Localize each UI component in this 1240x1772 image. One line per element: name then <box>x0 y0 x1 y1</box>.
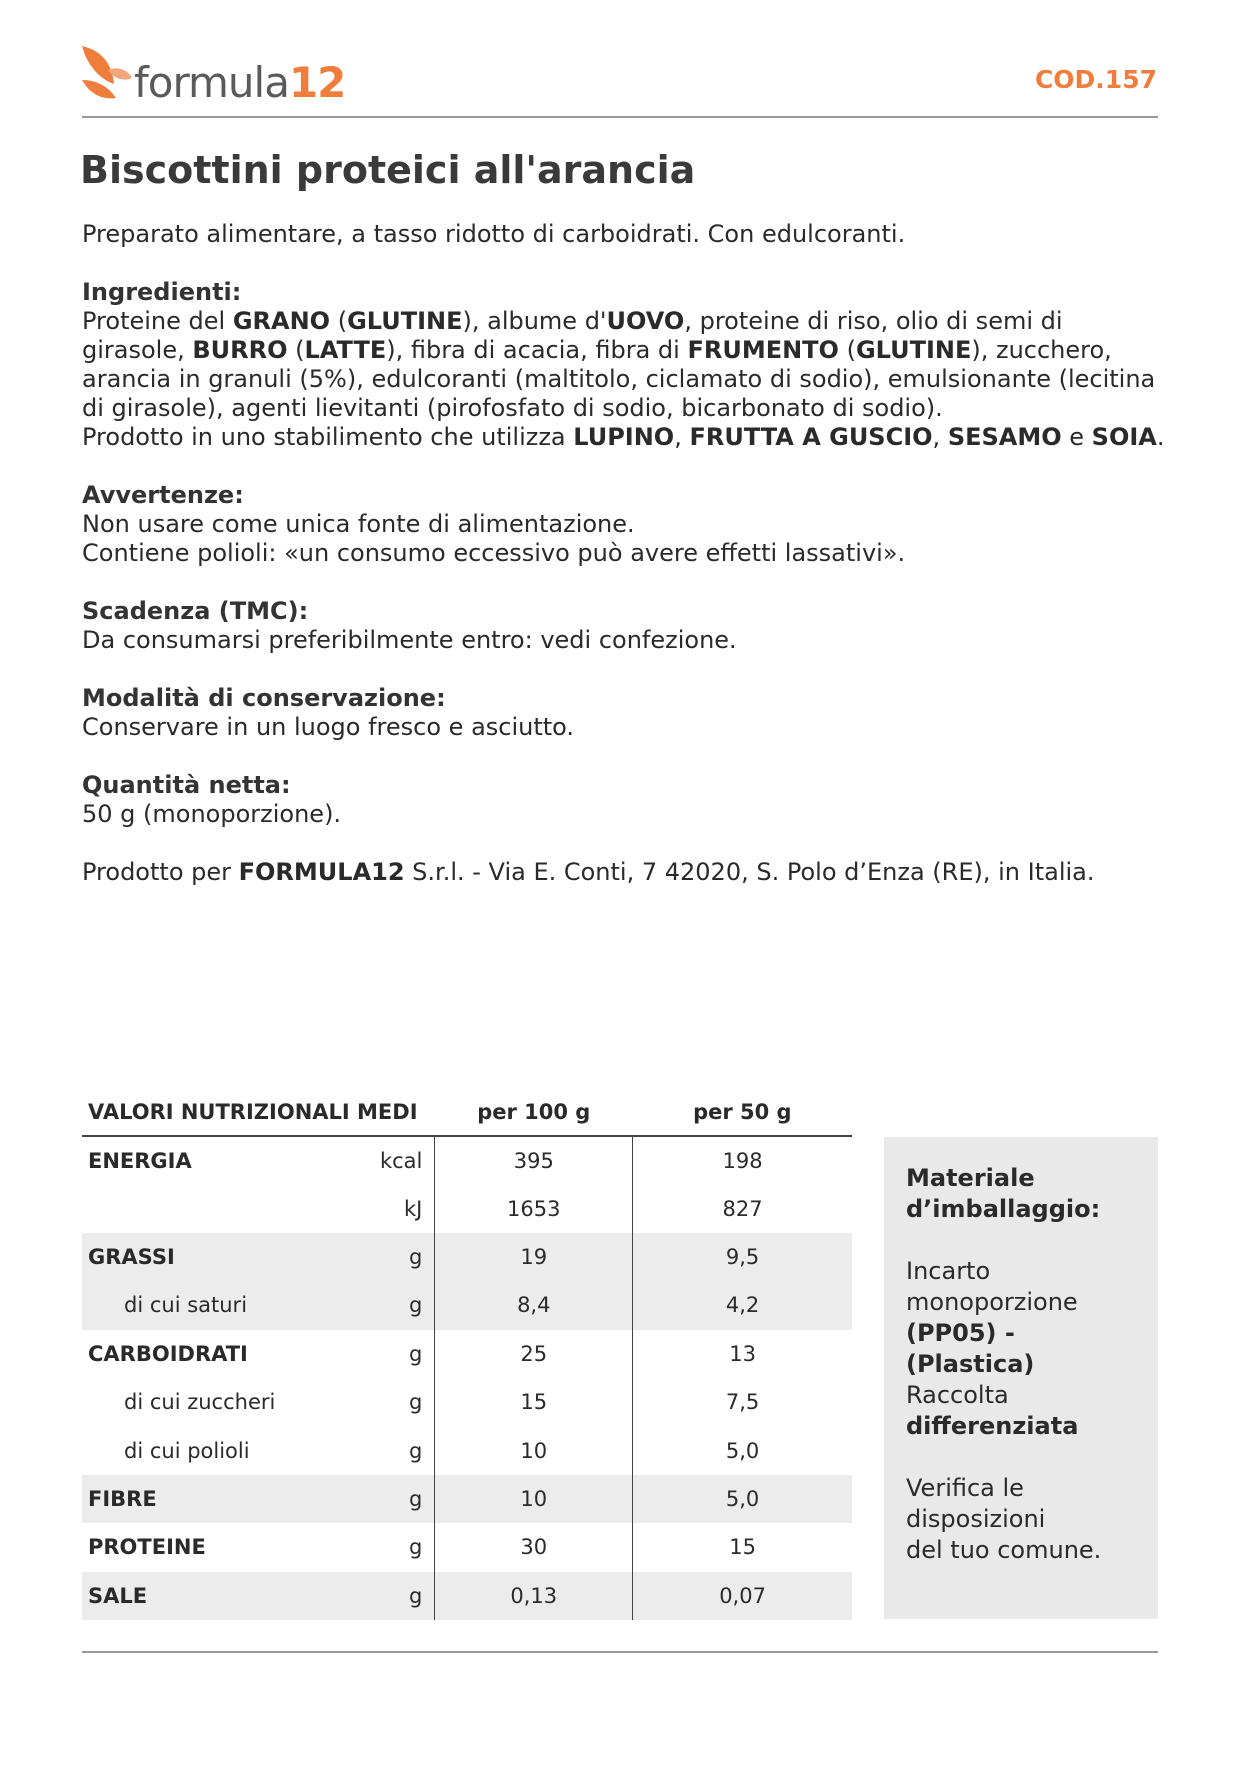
nutrient-per100: 10 <box>435 1426 633 1474</box>
warnings-heading: Avvertenze: <box>82 481 244 509</box>
nutrient-per50: 5,0 <box>725 1438 760 1463</box>
nutrient-per50: 13 <box>729 1341 756 1366</box>
quantity-text: 50 g (monoporzione). <box>82 800 342 828</box>
page-title: Biscottini proteici all'arancia <box>80 148 696 192</box>
logo-wordmark <box>134 58 345 107</box>
packaging-info-box <box>884 1137 1158 1619</box>
nutrient-name: ENERGIA <box>88 1148 192 1173</box>
warnings-line-1: Non usare come unica fonte di alimentazione. <box>82 510 635 538</box>
table-row <box>82 1330 852 1378</box>
packaging-line-8: del tuo comune. <box>906 1536 1102 1564</box>
nutrient-per100: 8,4 <box>435 1281 633 1329</box>
nutrient-per100: 15 <box>435 1378 633 1426</box>
nutrient-per100: 30 <box>435 1523 633 1571</box>
nutrient-per50: 198 <box>722 1148 763 1173</box>
nutrient-name: di cui saturi <box>82 1281 380 1329</box>
nutrition-header-per50: per 50 g <box>633 1088 852 1136</box>
leaf-icon <box>78 44 134 108</box>
product-description <box>82 220 1172 887</box>
packaging-line-5: differenziata <box>906 1412 1079 1440</box>
plant-allergens-text: Prodotto in uno stabilimento che utilizza LUPINO, FRUTTA A GUSCIO, SESAMO e SOIA. <box>82 423 1165 451</box>
nutrient-per100: 25 <box>435 1330 633 1378</box>
table-row <box>82 1233 852 1281</box>
table-row <box>82 1136 852 1184</box>
packaging-line-3: (PP05) - (Plastica) <box>906 1319 1035 1378</box>
nutrient-per50: 0,07 <box>633 1572 852 1620</box>
ingredients-text: Proteine del GRANO (GLUTINE), albume d'UOVO, proteine di riso, olio di semi di girasole, BURRO (LATTE), fibra di acacia, fibra di FRUMENTO (GLUTINE), zucchero, arancia in granuli (5%), edulcoranti (maltitolo, ciclamato di sodio), emulsionante (lecitina di girasole), agenti lievitanti (pirofosfato di sodio, bicarbonato di sodio). <box>82 307 1156 422</box>
logo-word: formula <box>134 58 289 107</box>
brand-logo <box>78 44 378 114</box>
table-row <box>82 1523 852 1571</box>
expiry-heading: Scadenza (TMC): <box>82 597 309 625</box>
packaging-line-4: Raccolta <box>906 1381 1009 1409</box>
nutrient-per50: 5,0 <box>633 1475 852 1523</box>
packaging-heading-1: Materiale <box>906 1164 1035 1192</box>
packaging-line-1: Incarto <box>906 1257 991 1285</box>
product-code: COD.157 <box>1034 65 1157 94</box>
nutrient-name: FIBRE <box>82 1475 380 1523</box>
table-row <box>82 1572 852 1620</box>
packaging-line-2: monoporzione <box>906 1288 1078 1316</box>
expiry-text: Da consumarsi preferibilmente entro: vedi confezione. <box>82 626 737 654</box>
nutrient-per100: 19 <box>435 1233 633 1281</box>
nutrient-per50: 827 <box>722 1196 763 1221</box>
nutrient-per100: 1653 <box>435 1184 633 1232</box>
packaging-heading-2: d’imballaggio: <box>906 1195 1101 1223</box>
nutrient-per50: 15 <box>729 1535 756 1560</box>
nutrient-unit: g <box>409 1341 423 1366</box>
nutrition-header-row <box>82 1088 852 1136</box>
table-row <box>82 1378 852 1426</box>
table-row <box>82 1475 852 1523</box>
nutrient-per50: 9,5 <box>633 1233 852 1281</box>
top-divider <box>82 116 1158 118</box>
nutrient-unit: g <box>409 1535 423 1560</box>
nutrient-unit: g <box>380 1475 435 1523</box>
nutrient-unit: g <box>380 1572 435 1620</box>
nutrient-per100: 0,13 <box>435 1572 633 1620</box>
nutrient-name: SALE <box>82 1572 380 1620</box>
storage-heading: Modalità di conservazione: <box>82 684 446 712</box>
nutrient-name: CARBOIDRATI <box>88 1341 248 1366</box>
nutrient-unit: g <box>380 1281 435 1329</box>
nutrient-unit: kJ <box>404 1196 423 1221</box>
packaging-line-6: Verifica le <box>906 1474 1024 1502</box>
nutrient-name: di cui zuccheri <box>124 1390 276 1415</box>
nutrient-unit: kcal <box>379 1148 423 1173</box>
storage-text: Conservare in un luogo fresco e asciutto. <box>82 713 575 741</box>
nutrient-name: di cui polioli <box>124 1438 250 1463</box>
nutrient-per100: 395 <box>435 1136 633 1184</box>
table-row <box>82 1184 852 1232</box>
nutrient-name: GRASSI <box>82 1233 380 1281</box>
nutrient-unit: g <box>380 1233 435 1281</box>
bottom-divider <box>82 1651 1158 1653</box>
nutrition-header-label: VALORI NUTRIZIONALI MEDI <box>82 1088 435 1136</box>
ingredients-heading: Ingredienti: <box>82 278 242 306</box>
warnings-line-2: Contiene polioli: «un consumo eccessivo può avere effetti lassativi». <box>82 539 906 567</box>
nutrient-per50: 7,5 <box>725 1390 760 1415</box>
intro-text: Preparato alimentare, a tasso ridotto di carboidrati. Con edulcoranti. <box>82 220 906 248</box>
table-row <box>82 1426 852 1474</box>
producer-text: Prodotto per FORMULA12 S.r.l. - Via E. Conti, 7 42020, S. Polo d’Enza (RE), in Italia. <box>82 858 1095 886</box>
nutrient-name <box>82 1184 380 1232</box>
logo-number: 12 <box>288 58 346 107</box>
table-row <box>82 1281 852 1329</box>
nutrient-per100: 10 <box>435 1475 633 1523</box>
nutrient-unit: g <box>409 1438 423 1463</box>
nutrition-header-per100: per 100 g <box>435 1088 633 1136</box>
nutrient-per50: 4,2 <box>633 1281 852 1329</box>
packaging-line-7: disposizioni <box>906 1505 1046 1533</box>
nutrition-table <box>82 1088 852 1620</box>
quantity-heading: Quantità netta: <box>82 771 291 799</box>
nutrient-name: PROTEINE <box>88 1535 206 1560</box>
nutrient-unit: g <box>409 1390 423 1415</box>
